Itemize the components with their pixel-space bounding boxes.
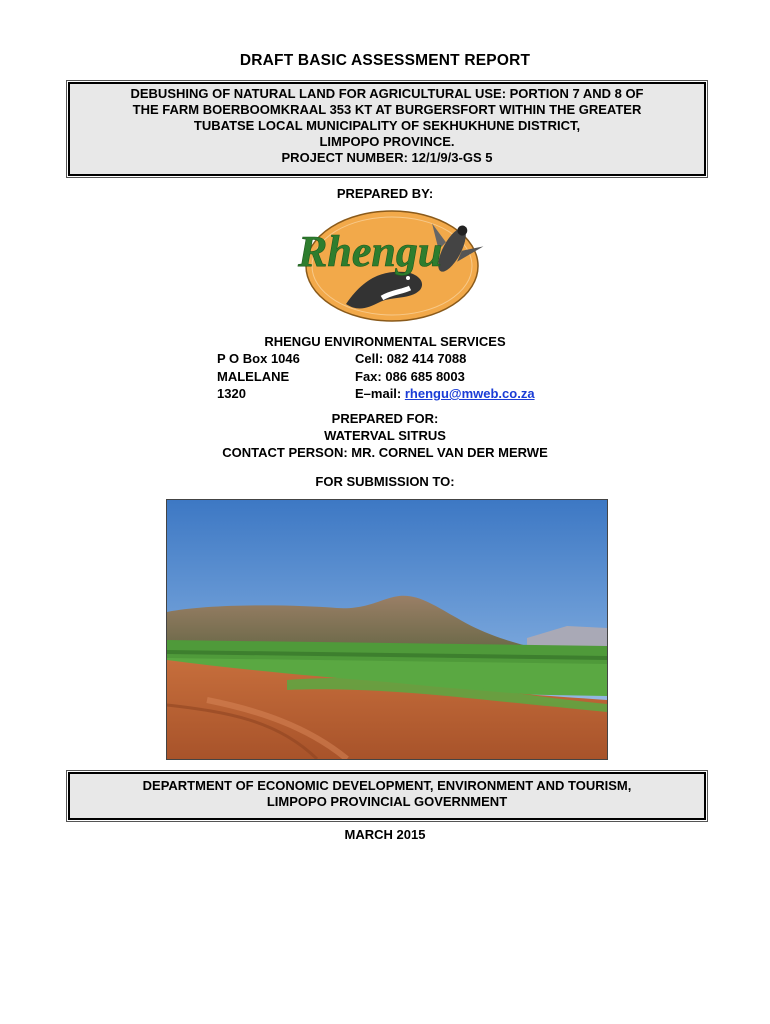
department-line: LIMPOPO PROVINCIAL GOVERNMENT [266, 794, 508, 809]
rhengu-logo [284, 208, 494, 328]
cell-number: Cell: 082 414 7088 [355, 351, 467, 366]
email-label: E–mail: [355, 386, 405, 401]
report-date: MARCH 2015 [344, 827, 426, 842]
project-line: TUBATSE LOCAL MUNICIPALITY OF SEKHUKHUNE DISTRICT, [193, 118, 581, 133]
project-line: DEBUSHING OF NATURAL LAND FOR AGRICULTURAL USE: PORTION 7 AND 8 OF [130, 86, 644, 101]
project-line: LIMPOPO PROVINCE. [319, 134, 455, 149]
department-line: DEPARTMENT OF ECONOMIC DEVELOPMENT, ENVIRONMENT AND TOURISM, [142, 778, 632, 793]
landscape-photo [166, 499, 608, 760]
company-name: RHENGU ENVIRONMENTAL SERVICES [264, 334, 506, 349]
report-title: DRAFT BASIC ASSESSMENT REPORT [239, 52, 531, 69]
contact-person: CONTACT PERSON: MR. CORNEL VAN DER MERWE [222, 445, 548, 460]
town: MALELANE [217, 368, 290, 384]
po-box: P O Box 1046 [217, 351, 300, 366]
project-number: PROJECT NUMBER: 12/1/9/3-GS 5 [281, 150, 493, 165]
fax-number: Fax: 086 685 8003 [355, 368, 465, 384]
contact-block [355, 350, 535, 403]
logo-text: Rhengu [298, 227, 443, 276]
postal-code: 1320 [217, 386, 246, 401]
email-line [355, 385, 535, 403]
email-link[interactable]: rhengu@mweb.co.za [404, 386, 535, 401]
submission-label: FOR SUBMISSION TO: [315, 474, 455, 489]
client-name: WATERVAL SITRUS [324, 428, 446, 443]
project-description-box [68, 82, 706, 176]
prepared-for-label: PREPARED FOR: [331, 411, 439, 426]
department-box [68, 772, 706, 820]
address-block [217, 350, 300, 403]
prepared-by-label: PREPARED BY: [336, 186, 434, 201]
project-line: THE FARM BOERBOOMKRAAL 353 KT AT BURGERSFORT WITHIN THE GREATER [132, 102, 642, 117]
